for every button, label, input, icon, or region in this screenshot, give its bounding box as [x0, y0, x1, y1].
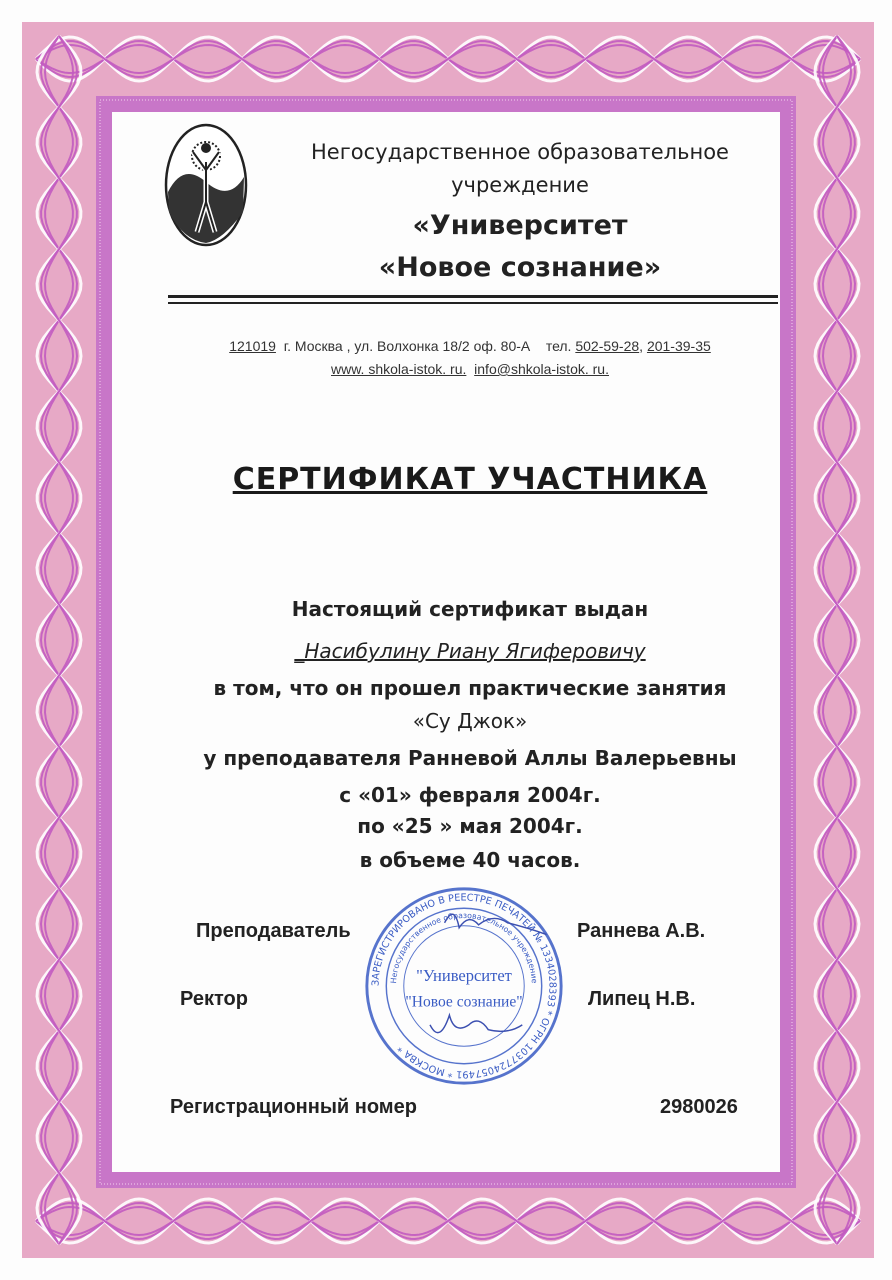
- address-line: 121019 г. Москва , ул. Волхонка 18/2 оф. 80-А тел. 502-59-28, 201-39-35: [229, 338, 711, 354]
- registration-label: Регистрационный номер: [170, 1096, 417, 1118]
- date-to: по «25 » мая 2004г.: [357, 814, 583, 838]
- phone-2: 201-39-35: [646, 338, 711, 354]
- recipient-name: _Насибулину Риану Ягиферовичу: [294, 639, 646, 663]
- org-type-line-2: учреждение: [451, 173, 589, 197]
- street: г. Москва , ул. Волхонка 18/2 оф. 80-А: [283, 338, 531, 354]
- org-name-line-1: «Университет: [412, 210, 628, 241]
- phone-1: 502-59-28: [575, 338, 640, 354]
- date-from: с «01» февраля 2004г.: [339, 783, 601, 807]
- stamp-inner-ring: Негосударственное образовательное учреждение: [389, 910, 539, 984]
- teacher-label: Преподаватель: [196, 920, 351, 942]
- official-stamp: [362, 884, 566, 1088]
- contact-line: [130, 361, 810, 377]
- svg-text:ЗАРЕГИСТРИРОВАНО В РЕЕСТРЕ ПЕЧ: [370, 892, 557, 1079]
- postcode: 121019: [229, 338, 276, 354]
- header-divider: [168, 295, 778, 298]
- rector-signature: [430, 1015, 522, 1032]
- stamp-line-2: "Новое сознание": [405, 993, 523, 1011]
- rector-name: Липец Н.В.: [588, 988, 696, 1010]
- website-link[interactable]: www. shkola-istok. ru.: [331, 361, 467, 377]
- org-type-line: Негосударственное образовательное: [311, 140, 729, 164]
- registration-number: 2980026: [660, 1096, 738, 1118]
- tel-label: тел.: [545, 338, 572, 354]
- stamp-line-1: "Университет: [416, 966, 512, 986]
- rector-label: Ректор: [180, 988, 248, 1010]
- course-name: «Су Джок»: [412, 709, 528, 733]
- org-name-line-2: «Новое сознание»: [378, 252, 662, 283]
- issued-text: Настоящий сертификат выдан: [291, 597, 649, 621]
- teacher-text: у преподавателя Ранневой Аллы Валерьевны: [203, 746, 737, 770]
- header-divider-2: [168, 302, 778, 304]
- email-link[interactable]: info@shkola-istok. ru.: [474, 361, 609, 377]
- logo: [163, 122, 249, 248]
- teacher-name: Раннева А.В.: [577, 920, 706, 942]
- stamp-ring-text: ЗАРЕГИСТРИРОВАНО В РЕЕСТРЕ ПЕЧАТЕЙ № 1334028393 * ОГРН 1037724057491 * МОСКВА *: [370, 892, 558, 1080]
- completion-text: в том, что он прошел практические занятия: [213, 676, 727, 700]
- certificate-title: СЕРТИФИКАТ УЧАСТНИКА: [232, 462, 708, 497]
- hours: в объеме 40 часов.: [359, 848, 581, 872]
